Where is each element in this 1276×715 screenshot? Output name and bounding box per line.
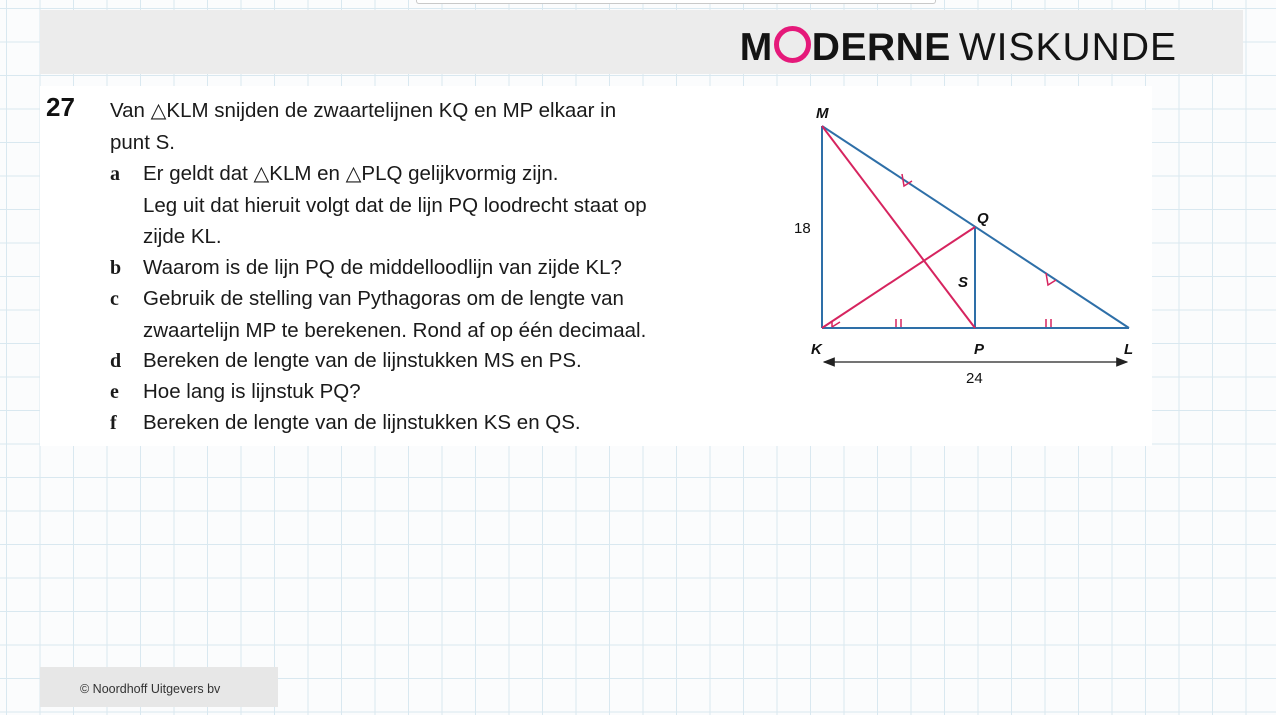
question-f [110, 407, 750, 440]
exercise-page [40, 86, 1152, 446]
question-letter: d [110, 350, 122, 372]
logo-m: M [739, 26, 773, 69]
question-line: Gebruik de stelling van Pythagoras om de lengte van [143, 287, 624, 310]
copyright-text: © Noordhoff Uitgevers bv [80, 682, 221, 696]
exercise-number: 27 [46, 92, 75, 122]
medians [822, 126, 975, 328]
logo-derne: DERNE [811, 26, 951, 69]
question-letter: b [110, 257, 122, 279]
median-mp [822, 126, 975, 328]
vertex-labels [811, 105, 1133, 358]
question-line: Waarom is de lijn PQ de middelloodlijn van zijde KL? [143, 256, 622, 279]
triangle-figure [780, 96, 1150, 396]
length-kl: 24 [966, 370, 983, 387]
label-p: P [974, 341, 985, 358]
exercise-intro [110, 95, 710, 158]
question-d [110, 345, 750, 378]
median-kq [822, 227, 975, 328]
question-letter: a [110, 163, 120, 185]
label-s: S [958, 274, 969, 291]
question-letter: e [110, 381, 119, 403]
intro-line: punt S. [110, 130, 175, 154]
question-c [110, 283, 750, 346]
footer [40, 667, 278, 707]
moderne-wiskunde-logo [740, 26, 1177, 70]
question-letter: f [110, 412, 117, 434]
question-a [110, 158, 750, 253]
question-b [110, 252, 750, 285]
label-q: Q [977, 210, 989, 227]
question-line: Bereken de lengte van de lijnstukken MS en PS. [143, 349, 582, 372]
question-line: zwaartelijn MP te berekenen. Rond af op één decimaal. [143, 318, 647, 342]
label-k: K [811, 341, 822, 358]
logo-wiskunde: WISKUNDE [958, 26, 1177, 69]
question-line: zijde KL. [143, 225, 222, 248]
header-band [40, 10, 1243, 74]
logo-o-ring-icon [774, 26, 811, 63]
question-e [110, 376, 750, 409]
intro-line: Van △KLM snijden de zwaartelijnen KQ en MP elkaar in [110, 99, 617, 122]
question-line: Er geldt dat △KLM en △PLQ gelijkvormig zijn. [143, 162, 559, 185]
label-m: M [816, 105, 829, 122]
question-line: Leg uit dat hieruit volgt dat de lijn PQ loodrecht staat op [143, 193, 647, 217]
tick-marks [832, 174, 1056, 327]
question-line: Hoe lang is lijnstuk PQ? [143, 380, 361, 403]
label-l: L [1124, 341, 1134, 358]
question-letter: c [110, 288, 119, 310]
top-tab [416, 0, 936, 4]
length-km: 18 [794, 220, 811, 237]
question-line: Bereken de lengte van de lijnstukken KS en QS. [143, 411, 581, 434]
